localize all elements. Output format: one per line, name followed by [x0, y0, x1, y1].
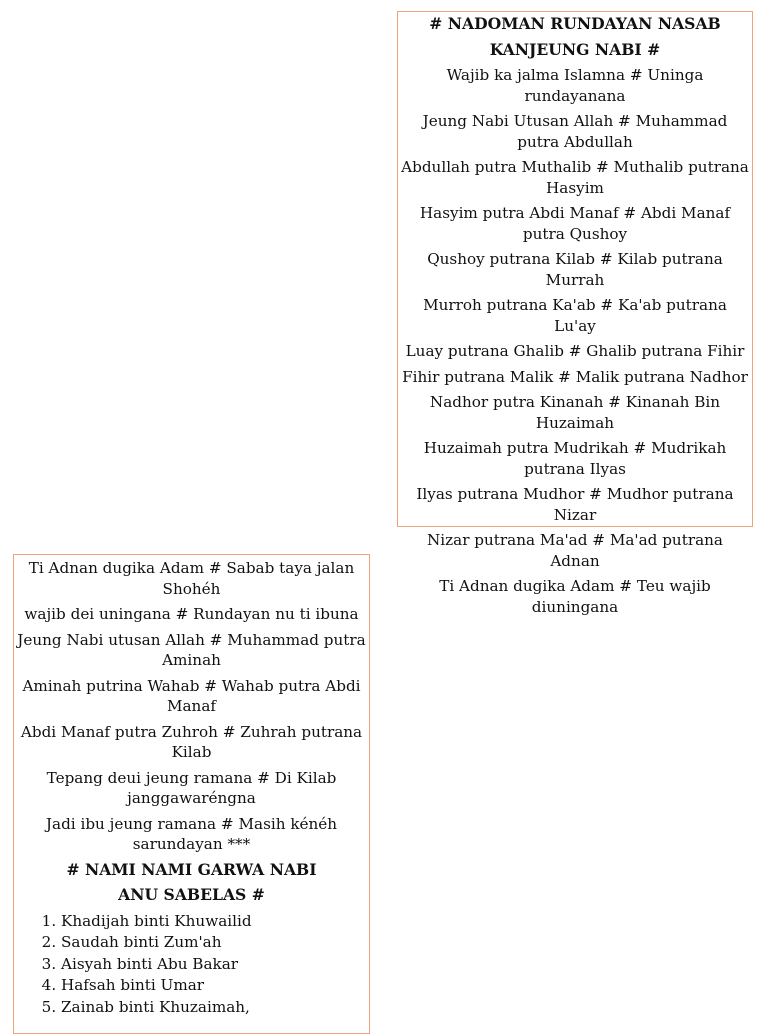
verse-line: Ti Adnan dugika Adam # Sabab taya jalan Shohéh — [28, 559, 355, 598]
verse-line: Fihir putrana Malik # Malik putrana Nadhor — [402, 367, 748, 386]
verse-line: Aminah putrina Wahab # Wahab putra Abdi Manaf — [22, 676, 361, 715]
verse-line: Luay putrana Ghalib # Ghalib putrana Fihir — [405, 342, 745, 360]
verse-line: Abdi Manaf putra Zuhroh # Zuhrah putrana Kilab — [20, 722, 363, 761]
verse-line: wajib dei uningana # Rundayan nu ti ibuna — [24, 605, 359, 623]
nadoman-title-line-1: # NADOMAN RUNDAYAN NASAB — [429, 14, 721, 33]
verse-line: Huzaimah putra Mudrikah # Mudrikah putrana Ilyas — [423, 439, 727, 478]
list-item: 1. Khadijah binti Khuwailid — [61, 911, 369, 933]
verse-line: Jadi ibu jeung ramana # Masih kénéh sarundayan *** — [45, 814, 338, 853]
nadoman-title-line-2: KANJEUNG NABI # — [489, 39, 661, 59]
list-item: 3. Aisyah binti Abu Bakar — [61, 954, 369, 976]
verse-line: Nizar putrana Ma'ad # Ma'ad putrana Adnan — [427, 531, 723, 570]
garwa-nabi-heading-line-2: ANU SABELAS # — [118, 885, 265, 904]
verse-line: Hasyim putra Abdi Manaf # Abdi Manaf putra Qushoy — [419, 204, 731, 243]
verse-line: Ilyas putrana Mudhor # Mudhor putrana Nizar — [416, 485, 734, 524]
verse-line: Jeung Nabi utusan Allah # Muhammad putra Aminah — [17, 630, 366, 669]
list-item: 5. Zainab binti Khuzaimah, — [61, 997, 369, 1019]
list-item: 4. Hafsah binti Umar — [61, 975, 369, 997]
verse-line: Ti Adnan dugika Adam # Teu wajib diuningana — [439, 577, 711, 616]
verse-line: Jeung Nabi Utusan Allah # Muhammad putra Abdullah — [422, 112, 728, 151]
verse-line: Qushoy putrana Kilab # Kilab putrana Murrah — [427, 250, 723, 289]
verse-line: Wajib ka jalma Islamna # Uninga rundayanana — [446, 66, 704, 105]
verse-line: Nadhor putra Kinanah # Kinanah Bin Huzaimah — [429, 393, 721, 432]
list-item: 2. Saudah binti Zum'ah — [61, 932, 369, 954]
rundayan-ibu-and-garwa-box — [13, 554, 370, 1034]
nadoman-rundayan-nasab-box — [397, 11, 753, 616]
verse-line: Abdullah putra Muthalib # Muthalib putrana Hasyim — [401, 158, 749, 197]
garwa-nabi-heading-line-1: # NAMI NAMI GARWA NABI — [66, 859, 317, 879]
verse-line: Murroh putrana Ka'ab # Ka'ab putrana Lu'ay — [423, 296, 727, 335]
garwa-nabi-list — [14, 911, 369, 1019]
verse-line: Tepang deui jeung ramana # Di Kilab janggawaréngna — [46, 768, 337, 807]
